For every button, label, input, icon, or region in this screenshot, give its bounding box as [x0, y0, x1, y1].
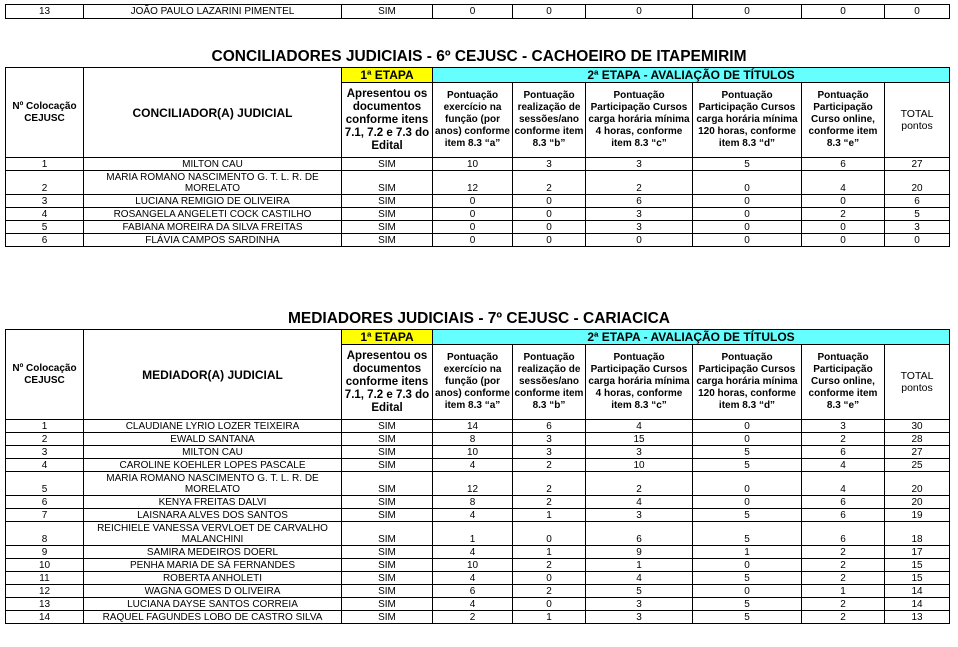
cell-colocacao: 12	[6, 585, 84, 598]
cell-pont-a: 4	[433, 546, 513, 559]
header-pont-a: Pontuação exercício na função (por anos) conforme item 8.3 “a”	[433, 345, 513, 420]
cell-pont-e: 2	[802, 546, 885, 559]
cell-name: PENHA MARIA DE SÁ FERNANDES	[84, 559, 342, 572]
header-pont-c: Pontuação Participação Cursos carga horária mínima 4 horas, conforme item 8.3 “c”	[586, 83, 693, 158]
cell-name: WAGNA GOMES D OLIVEIRA	[84, 585, 342, 598]
cell-pont-d: 0	[693, 171, 802, 195]
cell-name: ROSANGELA ANGELETI COCK CASTILHO	[84, 208, 342, 221]
cell-pont-b: 0	[513, 572, 586, 585]
cell-apresentou: SIM	[342, 221, 433, 234]
header-etapa1: 1ª ETAPA	[342, 68, 433, 83]
cell-apresentou: SIM	[342, 546, 433, 559]
table-row	[6, 5, 950, 19]
cell-pont-b: 2	[513, 496, 586, 509]
cell-apresentou: SIM	[342, 171, 433, 195]
cell-pont-e: 0	[802, 221, 885, 234]
cell-pont-c: 3	[586, 446, 693, 459]
cell-total: 14	[885, 585, 950, 598]
cell-total: 0	[885, 5, 950, 19]
cell-name: MILTON CAU	[84, 446, 342, 459]
header-pont-e: Pontuação Participação Curso online, conforme item 8.3 “e”	[802, 83, 885, 158]
cell-total: 0	[885, 234, 950, 247]
cell-pont-b: 3	[513, 158, 586, 171]
cell-colocacao: 11	[6, 572, 84, 585]
cell-total: 27	[885, 446, 950, 459]
cell-pont-c: 3	[586, 598, 693, 611]
cell-pont-e: 6	[802, 446, 885, 459]
previous-table-last-row	[5, 4, 950, 19]
cell-pont-a: 0	[433, 208, 513, 221]
header-etapa1: 1ª ETAPA	[342, 330, 433, 345]
cell-pont-c: 15	[586, 433, 693, 446]
cell-pont-b: 1	[513, 509, 586, 522]
cell-total: 3	[885, 221, 950, 234]
cell-pont-c: 3	[586, 611, 693, 624]
cell-name: RAQUEL FAGUNDES LOBO DE CASTRO SILVA	[84, 611, 342, 624]
cell-pont-e: 2	[802, 611, 885, 624]
cell-apresentou: SIM	[342, 472, 433, 496]
cell-colocacao: 2	[6, 433, 84, 446]
cell-pont-b: 2	[513, 459, 586, 472]
cell-pont-e: 2	[802, 208, 885, 221]
cell-pont-b: 2	[513, 585, 586, 598]
cell-pont-c: 3	[586, 208, 693, 221]
cell-apresentou: SIM	[342, 585, 433, 598]
cell-pont-d: 0	[693, 433, 802, 446]
cell-name: KENYA FREITAS DALVI	[84, 496, 342, 509]
cell-pont-a: 10	[433, 446, 513, 459]
cell-pont-c: 4	[586, 420, 693, 433]
header-pont-c: Pontuação Participação Cursos carga horária mínima 4 horas, conforme item 8.3 “c”	[586, 345, 693, 420]
cell-pont-d: 1	[693, 546, 802, 559]
cell-pont-a: 4	[433, 509, 513, 522]
cell-pont-b: 0	[513, 234, 586, 247]
cell-pont-b: 0	[513, 195, 586, 208]
cell-pont-c: 3	[586, 509, 693, 522]
cell-pont-e: 1	[802, 585, 885, 598]
table-row	[6, 420, 950, 433]
cell-pont-c: 4	[586, 572, 693, 585]
header-colocacao: Nº Colocação CEJUSC	[6, 330, 84, 420]
cell-pont-e: 4	[802, 472, 885, 496]
cell-pont-e: 2	[802, 433, 885, 446]
cell-total: 13	[885, 611, 950, 624]
cell-total: 19	[885, 509, 950, 522]
cell-pont-d: 5	[693, 572, 802, 585]
cell-pont-e: 6	[802, 522, 885, 546]
cell-pont-a: 12	[433, 472, 513, 496]
cell-pont-e: 6	[802, 509, 885, 522]
header-pont-b: Pontuação realização de sessões/ano conforme item 8.3 “b”	[513, 345, 586, 420]
cell-pont-d: 5	[693, 158, 802, 171]
cell-apresentou: SIM	[342, 459, 433, 472]
cell-pont-a: 4	[433, 572, 513, 585]
cell-pont-e: 0	[802, 195, 885, 208]
cell-apresentou: SIM	[342, 496, 433, 509]
mediadores-table	[5, 329, 950, 624]
cell-total: 18	[885, 522, 950, 546]
cell-pont-c: 1	[586, 559, 693, 572]
cell-name: LAISNARA ALVES DOS SANTOS	[84, 509, 342, 522]
table-row	[6, 221, 950, 234]
cell-pont-b: 1	[513, 546, 586, 559]
cell-name: LUCIANA REMIGIO DE OLIVEIRA	[84, 195, 342, 208]
cell-pont-d: 5	[693, 509, 802, 522]
section-title-mediadores: MEDIADORES JUDICIAIS - 7º CEJUSC - CARIACICA	[287, 310, 670, 327]
cell-colocacao: 6	[6, 496, 84, 509]
cell-pont-a: 8	[433, 433, 513, 446]
header-pont-d: Pontuação Participação Cursos carga horária mínima 120 horas, conforme item 8.3 “d”	[693, 345, 802, 420]
cell-apresentou: SIM	[342, 509, 433, 522]
table-row	[6, 158, 950, 171]
cell-pont-a: 4	[433, 459, 513, 472]
cell-pont-a: 10	[433, 559, 513, 572]
table-row	[6, 472, 950, 496]
cell-pont-c: 2	[586, 472, 693, 496]
cell-pont-a: 0	[433, 234, 513, 247]
cell-name: LUCIANA DAYSE SANTOS CORREIA	[84, 598, 342, 611]
cell-apresentou: SIM	[342, 5, 433, 19]
cell-name: MILTON CAU	[84, 158, 342, 171]
cell-apresentou: SIM	[342, 195, 433, 208]
cell-pont-e: 2	[802, 598, 885, 611]
table-row	[6, 208, 950, 221]
cell-pont-e: 4	[802, 171, 885, 195]
cell-pont-d: 5	[693, 598, 802, 611]
cell-pont-b: 2	[513, 559, 586, 572]
cell-total: 17	[885, 546, 950, 559]
cell-pont-b: 2	[513, 472, 586, 496]
cell-colocacao: 3	[6, 446, 84, 459]
header-total: TOTAL pontos	[885, 83, 950, 158]
cell-name: CLAUDIANE LYRIO LOZER TEIXEIRA	[84, 420, 342, 433]
cell-name: CAROLINE KOEHLER LOPES PASCALE	[84, 459, 342, 472]
cell-total: 25	[885, 459, 950, 472]
cell-pont-a: 0	[433, 5, 513, 19]
header-name: MEDIADOR(A) JUDICIAL	[84, 330, 342, 420]
cell-pont-b: 0	[513, 5, 586, 19]
cell-name: SAMIRA MEDEIROS DOERL	[84, 546, 342, 559]
cell-pont-e: 3	[802, 420, 885, 433]
cell-name: MARIA ROMANO NASCIMENTO G. T. L. R. DE MORELATO	[84, 472, 342, 496]
cell-total: 27	[885, 158, 950, 171]
table-row	[6, 195, 950, 208]
cell-total: 15	[885, 572, 950, 585]
cell-pont-a: 14	[433, 420, 513, 433]
cell-colocacao: 7	[6, 509, 84, 522]
cell-colocacao: 1	[6, 420, 84, 433]
cell-apresentou: SIM	[342, 572, 433, 585]
cell-colocacao: 14	[6, 611, 84, 624]
header-pont-e: Pontuação Participação Curso online, conforme item 8.3 “e”	[802, 345, 885, 420]
cell-pont-c: 0	[586, 234, 693, 247]
cell-pont-b: 3	[513, 433, 586, 446]
cell-total: 20	[885, 496, 950, 509]
cell-colocacao: 6	[6, 234, 84, 247]
cell-pont-c: 0	[586, 5, 693, 19]
cell-colocacao: 3	[6, 195, 84, 208]
cell-colocacao: 2	[6, 171, 84, 195]
cell-apresentou: SIM	[342, 611, 433, 624]
cell-apresentou: SIM	[342, 522, 433, 546]
conciliadores-body	[6, 158, 950, 247]
cell-pont-a: 6	[433, 585, 513, 598]
cell-pont-c: 5	[586, 585, 693, 598]
header-total: TOTAL pontos	[885, 345, 950, 420]
cell-colocacao: 5	[6, 472, 84, 496]
header-apresentou: Apresentou os documentos conforme itens 7.1, 7.2 e 7.3 do Edital	[342, 345, 433, 420]
cell-apresentou: SIM	[342, 598, 433, 611]
conciliadores-table	[5, 67, 950, 247]
cell-colocacao: 9	[6, 546, 84, 559]
table-row	[6, 496, 950, 509]
cell-pont-a: 0	[433, 195, 513, 208]
cell-apresentou: SIM	[342, 446, 433, 459]
cell-pont-e: 0	[802, 234, 885, 247]
cell-total: 30	[885, 420, 950, 433]
cell-colocacao: 1	[6, 158, 84, 171]
cell-pont-b: 0	[513, 522, 586, 546]
cell-colocacao: 13	[6, 598, 84, 611]
cell-pont-b: 6	[513, 420, 586, 433]
cell-pont-c: 3	[586, 221, 693, 234]
cell-pont-d: 0	[693, 585, 802, 598]
cell-colocacao: 13	[6, 5, 84, 19]
cell-pont-c: 6	[586, 522, 693, 546]
table-row	[6, 611, 950, 624]
cell-pont-b: 1	[513, 611, 586, 624]
mediadores-body	[6, 420, 950, 624]
cell-pont-d: 5	[693, 522, 802, 546]
cell-name: ROBERTA ANHOLETI	[84, 572, 342, 585]
cell-pont-d: 0	[693, 472, 802, 496]
table-row	[6, 446, 950, 459]
cell-pont-d: 5	[693, 446, 802, 459]
table-row	[6, 509, 950, 522]
cell-pont-a: 0	[433, 221, 513, 234]
cell-pont-e: 4	[802, 459, 885, 472]
cell-pont-d: 0	[693, 221, 802, 234]
cell-pont-d: 0	[693, 559, 802, 572]
cell-pont-e: 0	[802, 5, 885, 19]
table-row	[6, 522, 950, 546]
cell-apresentou: SIM	[342, 559, 433, 572]
cell-pont-a: 1	[433, 522, 513, 546]
cell-pont-d: 0	[693, 5, 802, 19]
cell-pont-a: 8	[433, 496, 513, 509]
cell-total: 6	[885, 195, 950, 208]
cell-name: EWALD SANTANA	[84, 433, 342, 446]
cell-pont-c: 3	[586, 158, 693, 171]
cell-pont-e: 6	[802, 496, 885, 509]
cell-pont-b: 2	[513, 171, 586, 195]
cell-pont-a: 4	[433, 598, 513, 611]
cell-pont-b: 0	[513, 208, 586, 221]
header-colocacao: Nº Colocação CEJUSC	[6, 68, 84, 158]
cell-pont-c: 10	[586, 459, 693, 472]
table-row	[6, 598, 950, 611]
cell-colocacao: 4	[6, 459, 84, 472]
cell-pont-a: 12	[433, 171, 513, 195]
header-apresentou: Apresentou os documentos conforme itens 7.1, 7.2 e 7.3 do Edital	[342, 83, 433, 158]
cell-name: JOÃO PAULO LAZARINI PIMENTEL	[84, 5, 342, 19]
cell-apresentou: SIM	[342, 234, 433, 247]
cell-pont-d: 0	[693, 195, 802, 208]
cell-total: 28	[885, 433, 950, 446]
cell-total: 5	[885, 208, 950, 221]
cell-pont-a: 10	[433, 158, 513, 171]
cell-pont-b: 0	[513, 598, 586, 611]
table-row	[6, 459, 950, 472]
cell-pont-d: 0	[693, 234, 802, 247]
cell-pont-d: 0	[693, 420, 802, 433]
cell-colocacao: 4	[6, 208, 84, 221]
cell-colocacao: 5	[6, 221, 84, 234]
cell-name: REICHIELE VANESSA VERVLOET DE CARVALHO MALANCHINI	[84, 522, 342, 546]
cell-apresentou: SIM	[342, 433, 433, 446]
header-etapa2: 2ª ETAPA - AVALIAÇÃO DE TÍTULOS	[433, 330, 950, 345]
table-row	[6, 433, 950, 446]
header-pont-a: Pontuação exercício na função (por anos) conforme item 8.3 “a”	[433, 83, 513, 158]
cell-pont-d: 0	[693, 496, 802, 509]
cell-pont-e: 2	[802, 559, 885, 572]
cell-pont-d: 5	[693, 459, 802, 472]
cell-pont-c: 6	[586, 195, 693, 208]
cell-name: MARIA ROMANO NASCIMENTO G. T. L. R. DE MORELATO	[84, 171, 342, 195]
table-row	[6, 171, 950, 195]
cell-pont-c: 9	[586, 546, 693, 559]
table-row	[6, 585, 950, 598]
cell-pont-e: 2	[802, 572, 885, 585]
header-etapa2: 2ª ETAPA - AVALIAÇÃO DE TÍTULOS	[433, 68, 950, 83]
cell-pont-b: 3	[513, 446, 586, 459]
cell-name: FLÁVIA CAMPOS SARDINHA	[84, 234, 342, 247]
cell-pont-a: 2	[433, 611, 513, 624]
cell-total: 15	[885, 559, 950, 572]
cell-pont-b: 0	[513, 221, 586, 234]
cell-total: 14	[885, 598, 950, 611]
cell-colocacao: 8	[6, 522, 84, 546]
cell-colocacao: 10	[6, 559, 84, 572]
cell-pont-e: 6	[802, 158, 885, 171]
section-title-conciliadores: CONCILIADORES JUDICIAIS - 6º CEJUSC - CACHOEIRO DE ITAPEMIRIM	[211, 48, 747, 65]
cell-apresentou: SIM	[342, 158, 433, 171]
header-pont-b: Pontuação realização de sessões/ano conforme item 8.3 “b”	[513, 83, 586, 158]
table-row	[6, 559, 950, 572]
cell-total: 20	[885, 472, 950, 496]
cell-pont-c: 2	[586, 171, 693, 195]
table-row	[6, 234, 950, 247]
cell-pont-d: 0	[693, 208, 802, 221]
table-row	[6, 572, 950, 585]
cell-total: 20	[885, 171, 950, 195]
cell-apresentou: SIM	[342, 420, 433, 433]
table-row	[6, 546, 950, 559]
header-name: CONCILIADOR(A) JUDICIAL	[84, 68, 342, 158]
cell-pont-d: 5	[693, 611, 802, 624]
header-pont-d: Pontuação Participação Cursos carga horária mínima 120 horas, conforme item 8.3 “d”	[693, 83, 802, 158]
cell-apresentou: SIM	[342, 208, 433, 221]
cell-pont-c: 4	[586, 496, 693, 509]
cell-name: FABIANA MOREIRA DA SILVA FREITAS	[84, 221, 342, 234]
